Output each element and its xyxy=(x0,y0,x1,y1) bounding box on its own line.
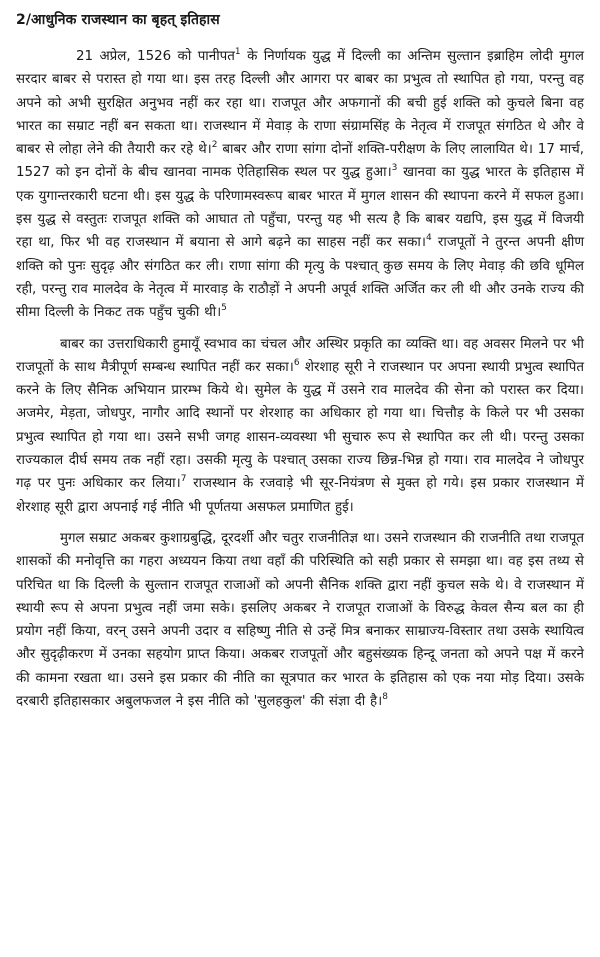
text-segment: राजपूतों ने तुरन्त अपनी क्षीण शक्ति को पुनः सुदृढ़ और संगठित कर ली। राणा सांगा की मृत्यु के पश्चात् कुछ समय के लिए मेवाड़ की छवि धूमिल रही, परन्तु राव मालदेव के नेतृत्व में मारवाड़ के राठौड़ों ने अपनी अपूर्व शक्ति अर्जित कर ली थी और उनके राज्य की सीमा दिल्ली के निकट तक पहुँच चुकी थी। xyxy=(16,235,585,321)
text-segment: मुगल सम्राट अकबर कुशाग्रबुद्धि, दूरदर्शी और चतुर राजनीतिज्ञ था। उसने राजस्थान की राजनीति तथा राजपूत शासकों की मनोवृत्ति का गहरा अध्ययन किया तथा वहाँ की परिस्थिति को सही प्रकार से समझा था। वह इस तथ्य से परिचित था कि दिल्ली के सुल्तान राजपूत राजाओं को अपनी सैनिक शक्ति द्वारा नहीं कुचल सके थे। वे राजस्थान में स्थायी रूप से अपना प्रभुत्व नहीं जमा सके। इसलिए अकबर ने राजपूत राजाओं के विरुद्ध केवल सैन्य बल का ही प्रयोग नहीं किया, वरन् उसने अपनी उदार व सहिष्णु नीति से उन्हें मित्र बनाकर साम्राज्य-विस्तार तथा उसके स्थायित्व और सुदृढ़ीकरण में उनका सहयोग प्राप्त किया। अकबर राजपूतों और बहुसंख्यक हिन्दू जनता को अपने पक्ष में करने की कामना रखता था। उसने इस प्रकार की नीति का सूत्रपात कर भारत के इतिहास को एक नया मोड़ दिया। उसके दरबारी इतिहासकार अबुलफजल ने इस नीति को 'सुलहकुल' की संज्ञा दी है। xyxy=(16,530,584,710)
text-segment: बाबर का उत्तराधिकारी हुमायूँ स्वभाव का चंचल और अस्थिर प्रकृति का व्यक्ति था। वह अवसर मिलने पर भी राजपूतों के साथ मैत्रीपूर्ण सम्बन्ध स्थापित नहीं कर सका। xyxy=(16,336,584,375)
footnote-ref: 2 xyxy=(211,140,218,151)
paragraph-akbar-policy xyxy=(16,527,584,713)
footnote-ref: 1 xyxy=(234,47,241,57)
text-segment: के निर्णायक युद्ध में दिल्ली का अन्तिम सुल्तान इब्राहिम लोदी मुगल सरदार बाबर से परास्त हो गया था। इस तरह दिल्ली और आगरा पर बाबर का प्रभुत्व तो स्थापित हो गया, परन्तु वह अपने को अभी सुरक्षित अनुभव नहीं कर रहा था। राजपूत और अफगानों की बची हुई शक्ति को कुचले बिना वह भारत का सम्राट नहीं बन सकता था। राजस्थान में मेवाड़ के राणा संग्रामसिंह के नेतृत्व में राजपूत संगठित थे और वे बाबर से लोहा लेने की तैयारी कर रहे थे। xyxy=(16,49,585,158)
text-segment: बाबर और राणा सांगा दोनों शक्ति-परीक्षण के लिए लालायित थे। 17 मार्च, 1527 को इन दोनों के बीच खानवा नामक ऐतिहासिक स्थल पर युद्ध हुआ। xyxy=(16,142,584,181)
footnote-ref: 6 xyxy=(293,357,300,368)
text-segment: शेरशाह सूरी ने राजस्थान पर अपना स्थायी प्रभुत्व स्थापित करने के लिए सैनिक अभियान प्रारम्भ किये थे। सुमेल के युद्ध में उसने राव मालदेव की सेना को परास्त कर दिया। अजमेर, मेड़ता, जोधपुर, नागौर आदि स्थानों पर शेरशाह का अधिकार हो गया था। चित्तौड़ के किले पर भी उसका प्रभुत्व स्थापित हो गया था। उसने सभी जगह शासन-व्यवस्था भी सुचारु रूप से स्थापित कर ली थी। परन्तु उसका राज्यकाल दीर्घ समय तक नहीं रहा। उसकी मृत्यु के पश्चात् उसका राज्य छिन्न-भिन्न हो गया। राव मालदेव ने जोधपुर गढ़ पर पुनः अधिकार कर लिया। xyxy=(16,359,584,492)
paragraph-babur-panipat xyxy=(16,45,584,325)
running-header: 2/आधुनिक राजस्थान का बृहत् इतिहास xyxy=(16,12,220,28)
text-segment: खानवा का युद्ध भारत के इतिहास में एक युगान्तरकारी घटना थी। इस युद्ध के परिणामस्वरूप बाबर भारत में मुगल शासन की स्थापना करने में सफल हुआ। इस युद्ध से वस्तुतः राजपूत शक्ति को आघात तो पहुँचा, परन्तु यह भी सत्य है कि बाबर यद्यपि, इस युद्ध में विजयी रहा था, फिर भी वह राजस्थान में बयाना से आगे बढ़ने का साहस नहीं कर सका। xyxy=(16,165,584,251)
footnote-ref: 7 xyxy=(180,474,187,485)
text-segment: 21 अप्रेल, 1526 को पानीपत xyxy=(76,49,235,64)
paragraph-humayun-shershah xyxy=(16,333,584,519)
text-segment: राजस्थान के रजवाड़े भी सूर-नियंत्रण से मुक्त हो गये। इस प्रकार राजस्थान में शेरशाह सूरी द्वारा अपनाई गई नीति भी पूर्णतया असफल प्रमाणित हुई। xyxy=(16,476,584,515)
footnote-ref: 4 xyxy=(425,233,432,244)
footnote-ref: 5 xyxy=(221,303,227,314)
footnote-ref: 8 xyxy=(382,692,388,703)
footnote-ref: 3 xyxy=(391,163,398,174)
